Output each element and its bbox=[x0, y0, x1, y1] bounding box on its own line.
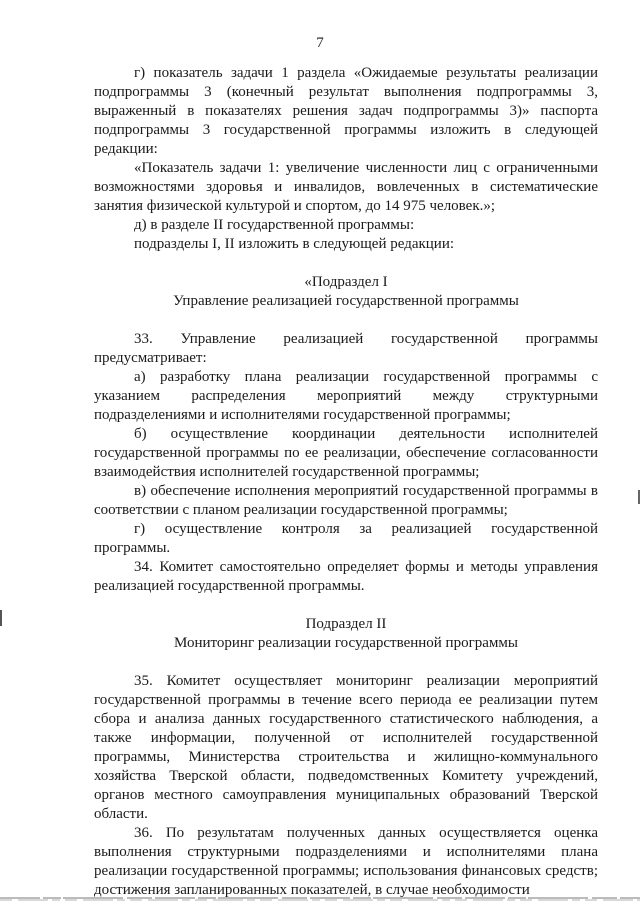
subsection-1-title: «Подраздел I bbox=[304, 274, 388, 290]
paragraph-34: 34. Комитет самостоятельно определяет формы и методы управления реализацией государственной программы. bbox=[94, 559, 598, 594]
paragraph-33: 33. Управление реализацией государственной программы предусматривает: bbox=[94, 331, 598, 366]
spacer bbox=[94, 311, 598, 330]
subsection-2-title: Подраздел II bbox=[305, 616, 387, 632]
paragraph-33-c: в) обеспечение исполнения мероприятий государственной программы в соответствии с планом реализации государственной программы; bbox=[94, 483, 598, 518]
paragraph-indicator-quote: «Показатель задачи 1: увеличение численности лиц с ограниченными возможностями здоровья и инвалидов, вовлеченных в систематические занятия физической культурой и спортом, до 14 975 человек.»; bbox=[94, 160, 598, 214]
paragraph-36: 36. По результатам полученных данных осуществляется оценка выполнения структурными подразделениями и исполнителями плана реализации государственной программы; использования финансовых средств; достижения запланированных показателей, в случае необходимости bbox=[94, 825, 598, 898]
paragraph-subsections-intro: подразделы I, II изложить в следующей редакции: bbox=[134, 236, 455, 252]
paragraph-33-b: б) осуществление координации деятельности исполнителей государственной программы по ее реализации, обеспечение согласованности взаимодействия исполнителей государственной программы; bbox=[94, 426, 598, 480]
spacer bbox=[94, 653, 598, 672]
spacer bbox=[94, 254, 598, 273]
scan-bottom-rule bbox=[0, 896, 640, 902]
spacer bbox=[94, 596, 598, 615]
document-body bbox=[94, 64, 598, 900]
subsection-1-heading: Управление реализацией государственной программы bbox=[173, 293, 519, 309]
paragraph-amendment-g: г) показатель задачи 1 раздела «Ожидаемые результаты реализации подпрограммы 3 (конечный результат выполнения подпрограммы 3, выраженный в показателях решения задач подпрограммы 3)» паспорта подпрограммы 3 государственной программы изложить в следующей редакции: bbox=[94, 65, 598, 157]
paragraph-35: 35. Комитет осуществляет мониторинг реализации мероприятий государственной программы в течение всего периода ее реализации путем сбора и анализа данных государственного статистического наблюдения, а также информации, полученной от исполнителей государственной программы, Министерства строительства и жилищно-коммунального хозяйства Тверской области, подведомственных Комитету учреждений, органов местного самоуправления муниципальных образований Тверской области. bbox=[94, 673, 598, 822]
paragraph-amendment-d: д) в разделе II государственной программы: bbox=[134, 217, 415, 233]
paragraph-33-d: г) осуществление контроля за реализацией государственной программы. bbox=[94, 521, 598, 556]
paragraph-33-a: а) разработку плана реализации государственной программы с указанием распределения мероприятий между структурными подразделениями и исполнителями государственной программы; bbox=[94, 369, 598, 423]
page-number: 7 bbox=[316, 35, 324, 51]
scan-edge-mark bbox=[0, 610, 2, 626]
subsection-2-heading: Мониторинг реализации государственной программы bbox=[174, 635, 518, 651]
